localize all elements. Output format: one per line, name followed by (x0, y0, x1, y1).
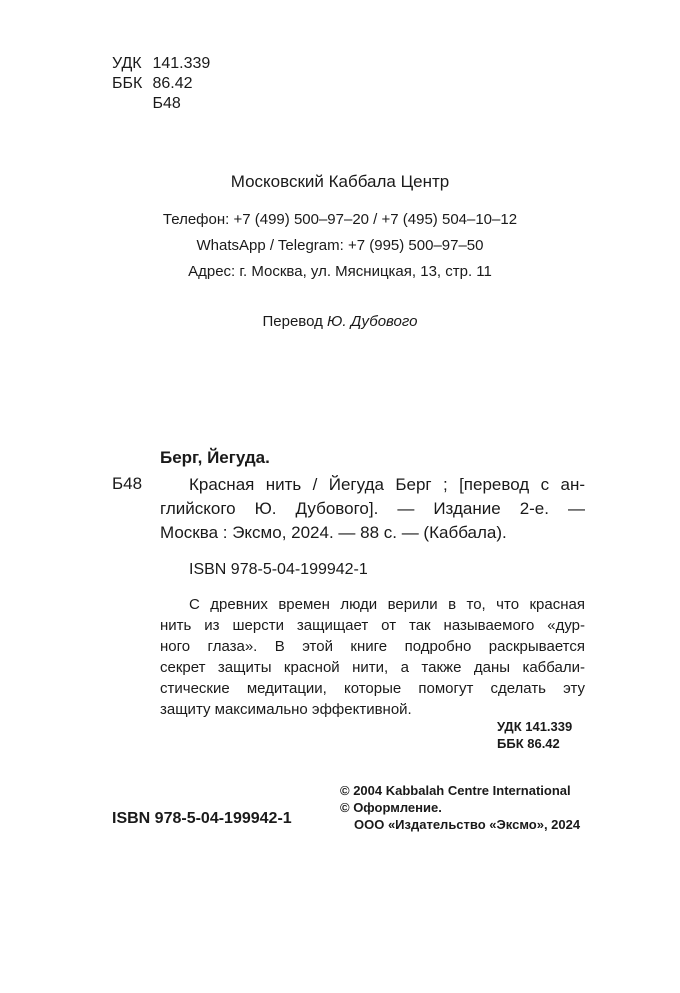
annotation-line: секрет защиты красной нити, а также даны каббали- (160, 659, 585, 676)
copyright-block (340, 782, 580, 833)
annotation-line: стические медитации, которые помогут сделать эту (160, 680, 585, 697)
annotation (160, 594, 585, 720)
annotation-line: защиту максимально эффективной. (160, 701, 412, 718)
translator-name: Ю. Дубового (327, 313, 418, 330)
record-isbn: ISBN 978-5-04-199942-1 (189, 561, 368, 578)
isbn-bottom: ISBN 978-5-04-199942-1 (112, 810, 292, 827)
organization-name: Московский Каббала Центр (230, 172, 450, 191)
translator-prefix: Перевод (262, 313, 328, 330)
annotation-line: С древних времен люди верили в то, что красная (189, 596, 585, 613)
bbk-line (112, 74, 210, 94)
record-line: Москва : Эксмо, 2024. — 88 с. — (Каббала). (160, 523, 507, 542)
record-author-code: Б48 (112, 474, 143, 493)
annotation-udk: УДК 141.339 (497, 719, 573, 734)
udk-line (112, 54, 210, 74)
annotation-line: ного глаза». В этой книге подробно раскрывается (160, 638, 585, 655)
copyright-line: © Оформление. (340, 800, 442, 815)
classification-block (112, 54, 210, 114)
record-author: Берг, Йегуда. (160, 448, 270, 467)
messenger-line: WhatsApp / Telegram: +7 (995) 500–97–50 (196, 237, 484, 254)
record-line: Красная нить / Йегуда Берг ; [перевод с ан- (189, 475, 585, 494)
phone-line: Телефон: +7 (499) 500–97–20 / +7 (495) 504–10–12 (162, 211, 518, 228)
author-code: Б48 (152, 95, 181, 112)
udk-value: 141.339 (152, 55, 211, 72)
annotation-codes (497, 718, 572, 752)
record-line: глийского Ю. Дубового]. — Издание 2-е. — (160, 499, 585, 518)
copyright-line: ООО «Издательство «Эксмо», 2024 (354, 817, 581, 832)
annotation-line: нить из шерсти защищает от так называемого «дур- (160, 617, 585, 634)
address-line: Адрес: г. Москва, ул. Мясницкая, 13, стр. 11 (188, 263, 492, 280)
bbk-label: ББК (112, 75, 143, 92)
bbk-value: 86.42 (152, 75, 193, 92)
udk-label: УДК (112, 55, 142, 72)
author-code-line (112, 94, 210, 114)
annotation-bbk: ББК 86.42 (497, 736, 560, 751)
record-description (160, 473, 585, 545)
translator-line (0, 313, 680, 330)
copyright-line: © 2004 Kabbalah Centre International (340, 783, 571, 798)
